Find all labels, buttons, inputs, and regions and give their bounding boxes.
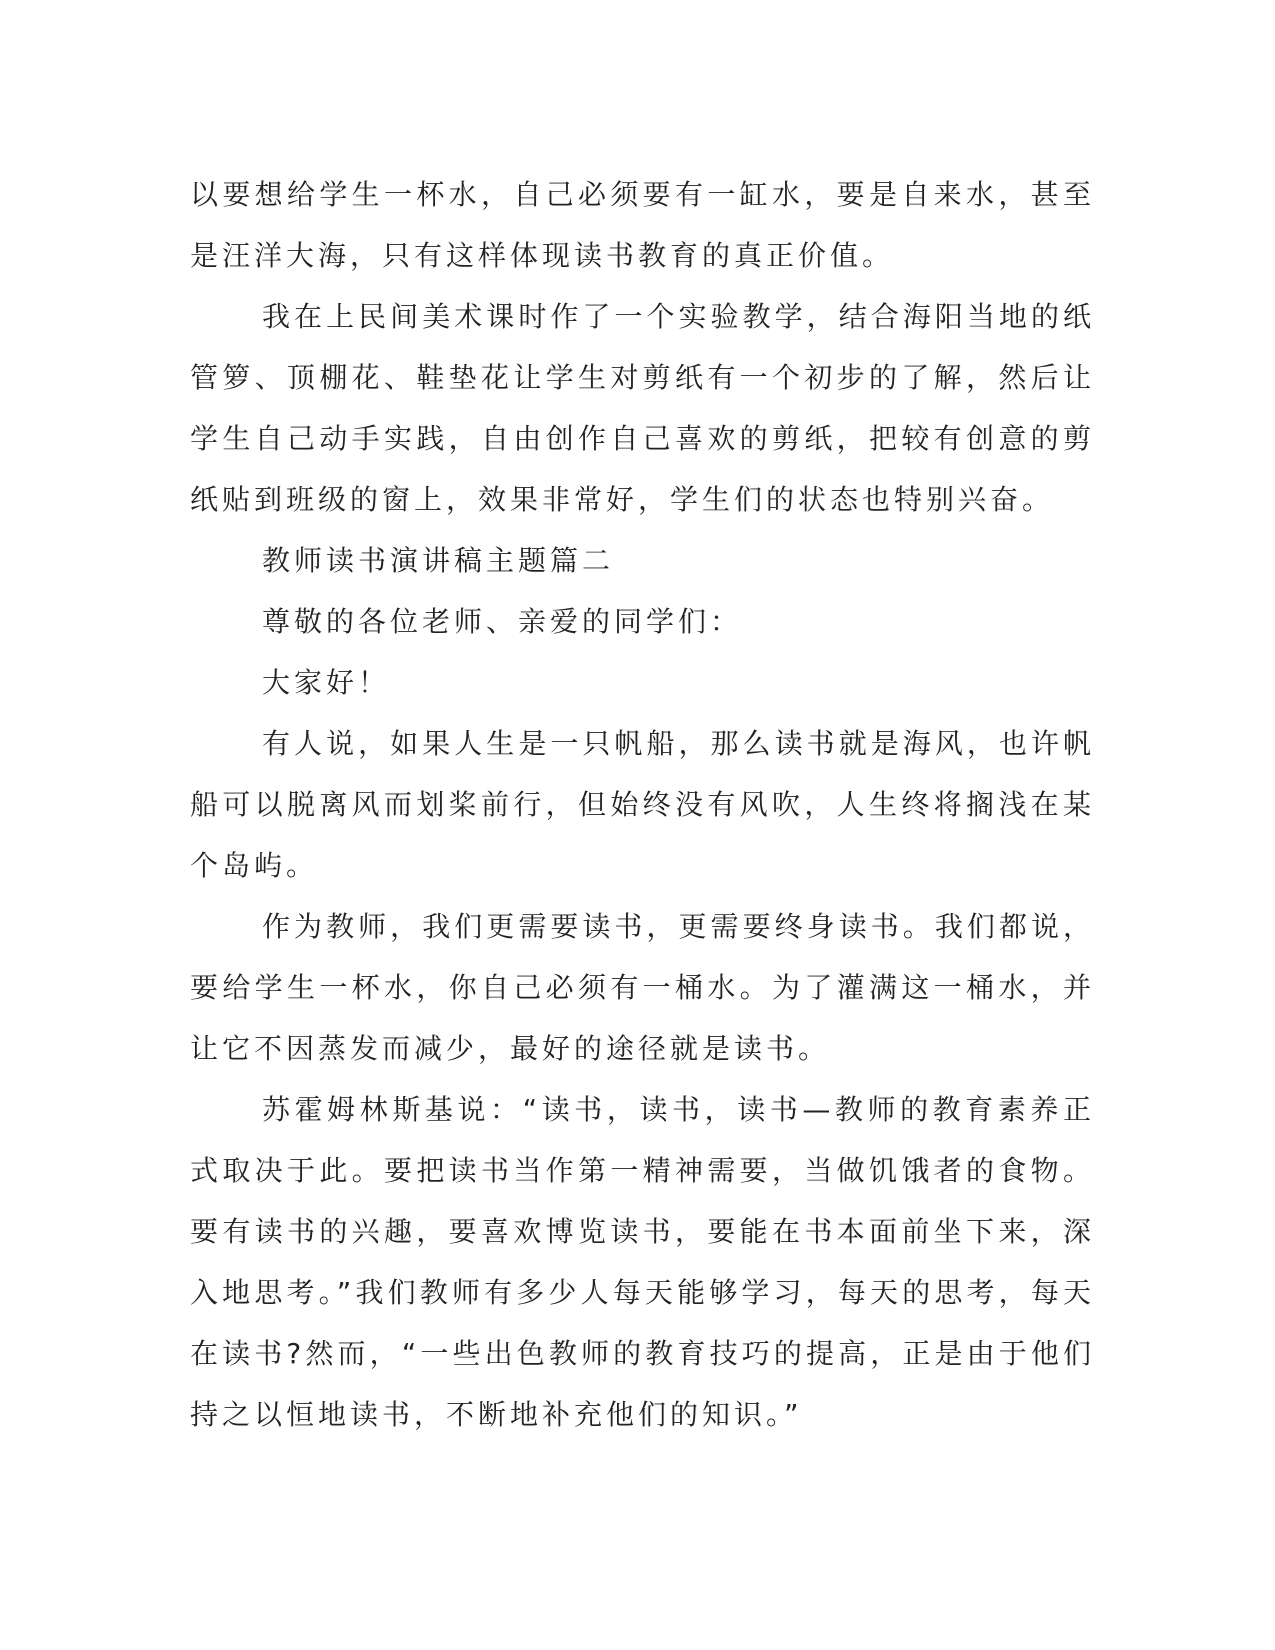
greeting: 大家好！ [262,666,391,699]
document-body [190,164,1095,1445]
paragraph-2: 我在上民间美术课时作了一个实验教学，结合海阳当地的纸管箩、顶棚花、鞋垫花让学生对剪纸有一个初步的了解，然后让学生自己动手实践，自由创作自己喜欢的剪纸，把较有创意的剪纸贴到班级的窗上，效果非常好，学生们的状态也特别兴奋。 [190,300,1095,516]
section-heading: 教师读书演讲稿主题篇二 [262,544,615,577]
paragraph-1: 以要想给学生一杯水，自己必须要有一缸水，要是自来水，甚至是汪洋大海，只有这样体现读书教育的真正价值。 [190,178,1095,272]
paragraph-4: 作为教师，我们更需要读书，更需要终身读书。我们都说，要给学生一杯水，你自己必须有一桶水。为了灌满这一桶水，并让它不因蒸发而减少，最好的途径就是读书。 [190,910,1095,1065]
salutation: 尊敬的各位老师、亲爱的同学们： [262,605,743,638]
paragraph-3: 有人说，如果人生是一只帆船，那么读书就是海风，也许帆船可以脱离风而划桨前行，但始终没有风吹，人生终将搁浅在某个岛屿。 [190,727,1095,882]
paragraph-5: 苏霍姆林斯基说：“读书，读书，读书—教师的教育素养正式取决于此。要把读书当作第一精神需要，当做饥饿者的食物。要有读书的兴趣，要喜欢博览读书，要能在书本面前坐下来，深入地思考。”我们教师有多少人每天能够学习，每天的思考，每天在读书?然而，“一些出色教师的教育技巧的提高，正是由于他们持之以恒地读书，不断地补充他们的知识。” [190,1093,1095,1431]
